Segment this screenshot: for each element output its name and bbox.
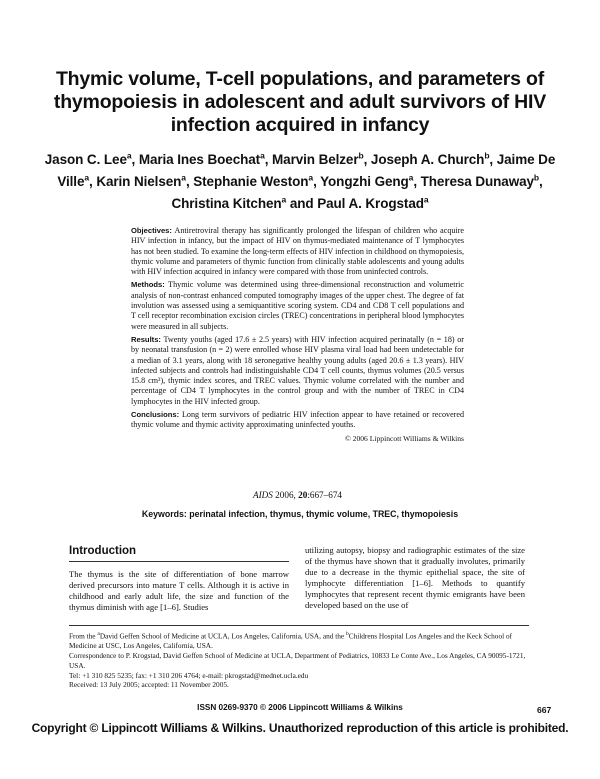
author-affiliation-mark: a xyxy=(84,172,89,183)
abstract-results xyxy=(131,335,464,407)
author-name: Jason C. Lee xyxy=(44,152,127,167)
author-name: Yongzhi Geng xyxy=(320,174,409,189)
author-name: Christina Kitchen xyxy=(171,196,282,211)
author-name: Jaime De Ville xyxy=(57,152,556,189)
conclusions-text: Long term survivors of pediatric HIV infection appear to have retained or recovered thymic volume and thymic activity approximating uninfected youths. xyxy=(131,410,464,430)
objectives-text: Antiretroviral therapy has significantly prolonged the lifespan of children who acquire HIV infection in infancy, but the impact of HIV on thymus-mediated maintenance of T lymphocytes has not been studied. To examine the long-term effects of HIV infection in childhood on thymopoiesis, thymic volume and parameters of thymic function from clinically stable adolescents and young adults with HIV infection acquired in infancy were compared with those from uninfected controls. xyxy=(131,226,464,277)
author-name: Karin Nielsen xyxy=(96,174,182,189)
author-name: Marvin Belzer xyxy=(272,152,359,167)
author-affiliation-mark: a xyxy=(260,150,265,161)
author-affiliation-mark: b xyxy=(358,150,364,161)
abstract-conclusions xyxy=(131,410,464,431)
results-text: Twenty youths (aged 17.6 ± 2.5 years) with HIV infection acquired perinatally (n = 18) or by neonatal transfusion (n = 2) were enrolled whose HIV plasma viral load had been undetectable for a median of 3.1 years, along with 18 seronegative healthy young adults (aged 20.6 ± 1.3 years). HIV infected subjects and controls had indistinguishable CD4 T cell counts, thymus volumes (20.5 versus 15.8 cm³), thymic index scores, and TREC values. Thymic volume correlated with the number and percentage of CD4 T lymphocytes in the control group and with the number of TREC in CD4 lymphocytes in the HIV infected group. xyxy=(131,334,464,406)
author-affiliation-mark: a xyxy=(308,172,314,183)
citation-volume: 20 xyxy=(298,490,308,500)
author-affiliation-mark: b xyxy=(484,150,490,161)
abstract-objectives xyxy=(131,226,464,277)
aff-a-mark: a xyxy=(97,631,100,637)
author-name: Joseph A. Church xyxy=(370,152,485,167)
citation-year: 2006, xyxy=(275,490,296,500)
aff-a-text: David Geffen School of Medicine at UCLA, Los Angeles, California, USA, and the xyxy=(99,631,346,641)
footnote-rule xyxy=(69,625,529,626)
author-affiliation-mark: a xyxy=(408,172,414,183)
body-column-right: utilizing autopsy, biopsy and radiographic estimates of the size of the thymus have shown that it gradually involutes, primarily due to a decrease in the thymic epithelial space, the site of lymphocyte differentiation [1–6]. Methods to quantify lymphocytes that represent recent thymic emigrants have been developed based on the use of xyxy=(305,545,525,611)
article-title: Thymic volume, T-cell populations, and parameters of thymopoiesis in adolescent and adult survivors of HIV infection acquired in infancy xyxy=(53,68,547,136)
aff-b-mark: b xyxy=(345,631,349,637)
citation-journal: AIDS xyxy=(252,490,273,500)
objectives-label: Objectives: xyxy=(131,226,172,235)
methods-label: Methods: xyxy=(131,280,165,290)
contact-info: Tel: +1 310 825 5235; fax: +1 310 206 4764; e-mail: pkrogstad@mednet.ucla.edu xyxy=(69,670,309,680)
affiliations: From the $^a$David Geffen School of Medicine at UCLA, Los Angeles, California, USA, and the $^b$Childrens Hospital Los Angeles and the Keck School of Medicine at USC, Los Angeles, California, USA. xyxy=(69,631,513,651)
results-label: Results: xyxy=(131,334,161,344)
abstract xyxy=(131,226,464,447)
abstract-methods xyxy=(131,280,464,331)
author-name: Theresa Dunaway xyxy=(420,174,534,189)
abstract-copyright: © 2006 Lippincott Williams & Wilkins xyxy=(345,433,464,443)
page-number: 667 xyxy=(537,705,552,715)
body-column-left: The thymus is the site of differentiation of bone marrow derived precursors into mature T cells. Although it is active in childhood and early adult life, the size and function of the thymus diminish with age [1–6]. Studies xyxy=(69,569,289,613)
section-rule xyxy=(69,561,289,562)
author-affiliation-mark: a xyxy=(281,194,287,205)
author-affiliation-mark: a xyxy=(181,172,186,183)
author-list: Jason C. Lee$^a$, Maria Ines Boechat$^a$, Marvin Belzer$^b$, Joseph A. Church$^b$, Jaime De Ville$^a$, Karin Nielsen$^a$, Stephanie Weston$^a$, Yongzhi Geng$^a$, Theresa Dunaway$^b$, Christina Kitchen$^a$ and Paul A. Krogstad$^a$ xyxy=(44,150,556,211)
conclusions-label: Conclusions: xyxy=(131,410,180,420)
author-name: Stephanie Weston xyxy=(193,174,309,189)
author-name: Maria Ines Boechat xyxy=(138,152,261,167)
methods-text: Thymic volume was determined using three-dimensional reconstruction and volumetric analysis of non-contrast enhanced computed tomography images of the upper chest. The degree of fat involution was assessed using a semiquantitive scoring system. CD4 and CD8 T cell populations and T cell receptor recombination excision circles (TREC) concentrations in peripheral blood lymphocytes were measured in all subjects. xyxy=(131,280,464,331)
correspondence: Correspondence to P. Krogstad, David Geffen School of Medicine at UCLA, Department of Pediatrics, 10833 Le Conte Ave., Los Angeles, CA 90095-1721, USA. xyxy=(69,651,526,670)
citation-pages: :667–674 xyxy=(307,490,343,500)
author-affiliation-mark: b xyxy=(533,172,540,183)
received-dates: Received: 13 July 2005; accepted: 11 November 2005. xyxy=(69,680,229,690)
author-affiliation-mark: a xyxy=(126,150,132,161)
issn-line: ISSN 0269-9370 © 2006 Lippincott Williams & Wilkins xyxy=(197,703,403,712)
footnotes xyxy=(69,630,529,690)
author-affiliation-mark: a xyxy=(423,194,429,205)
keywords: Keywords: perinatal infection, thymus, thymic volume, TREC, thymopoiesis xyxy=(141,509,459,519)
aff-b-text: Childrens Hospital Los Angeles and the Keck School of Medicine at USC, Los Angeles, California, USA. xyxy=(69,631,513,651)
citation xyxy=(131,490,464,500)
section-heading-introduction: Introduction xyxy=(69,545,137,557)
copyright-banner: Copyright © Lippincott Williams & Wilkins. Unauthorized reproduction of this article is prohibited. xyxy=(31,721,569,735)
author-name: Paul A. Krogstad xyxy=(317,196,424,211)
